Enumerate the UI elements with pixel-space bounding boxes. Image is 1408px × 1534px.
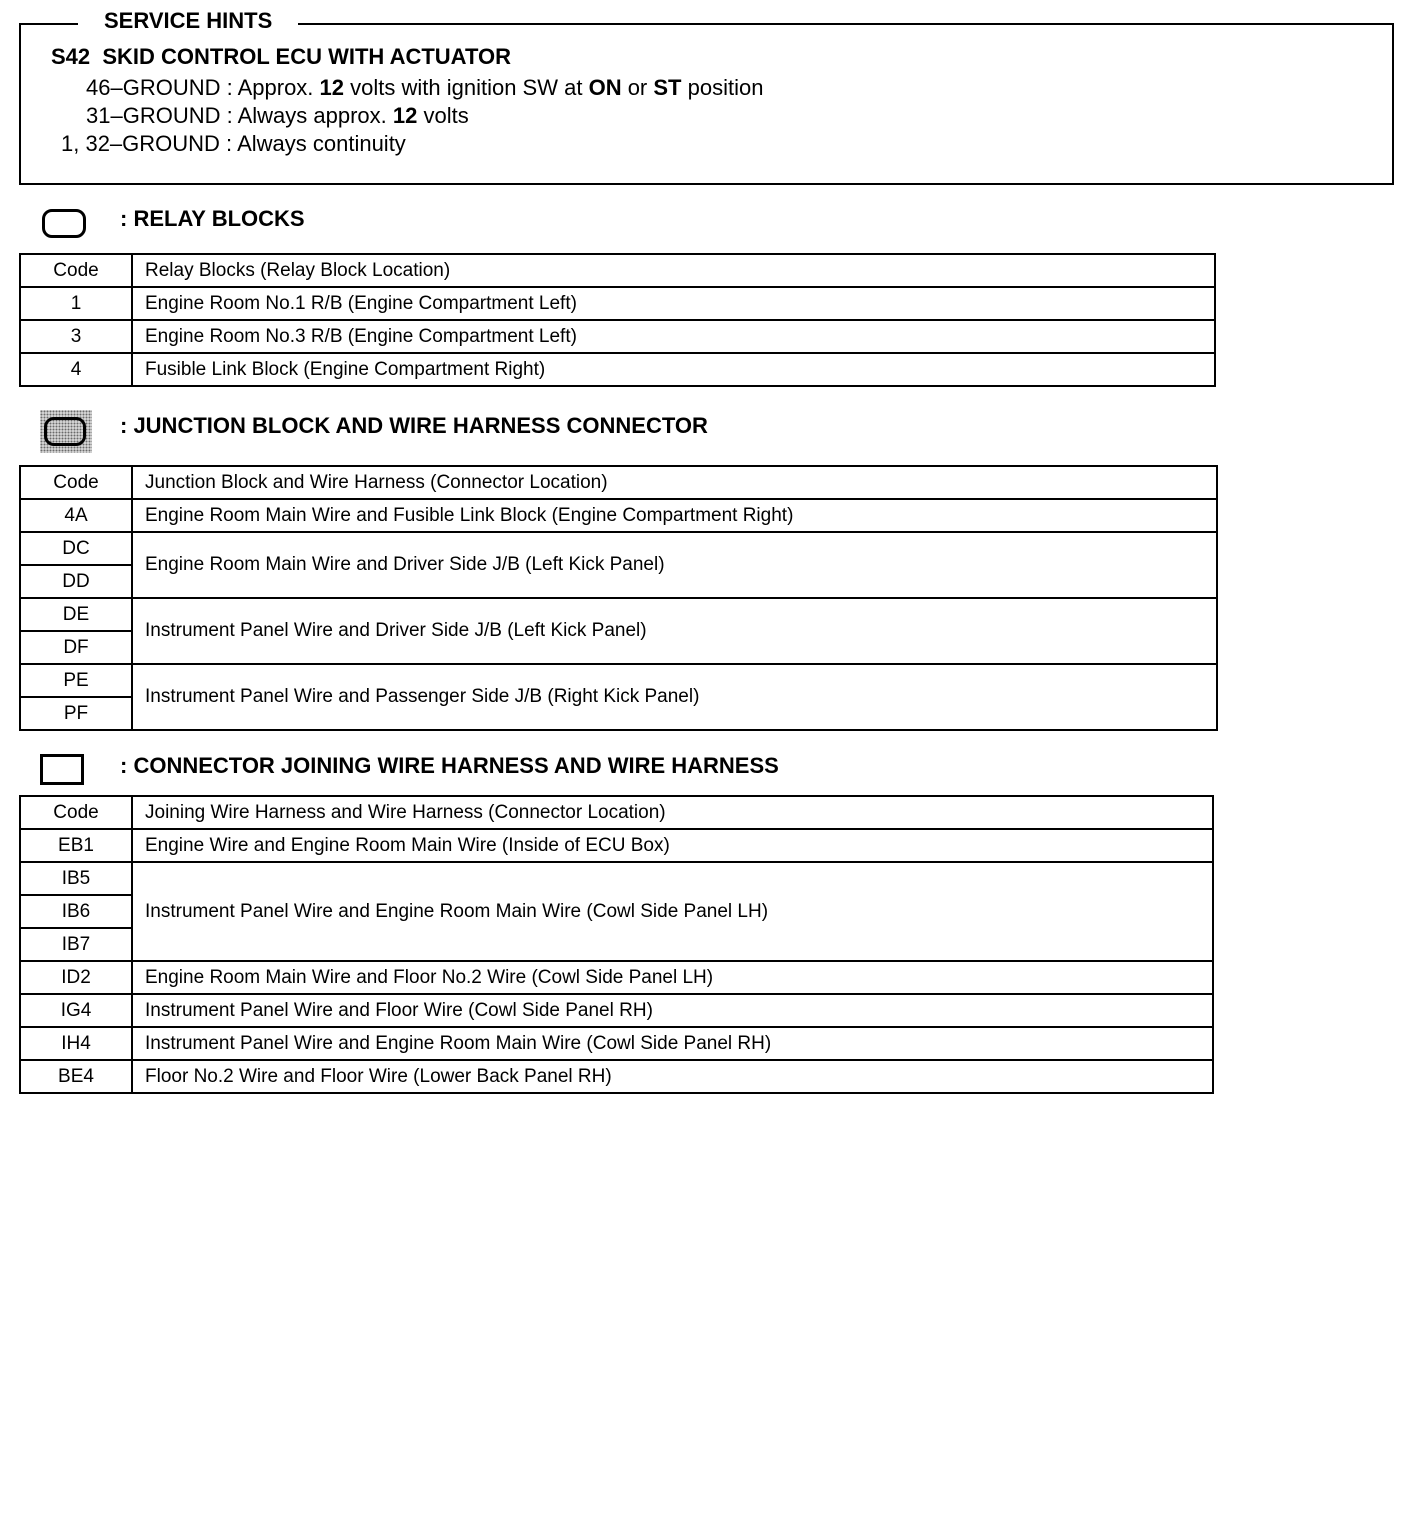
table-row bbox=[20, 994, 1213, 1027]
header-code-cell: Code bbox=[20, 466, 132, 499]
component-title: S42 SKID CONTROL ECU WITH ACTUATOR bbox=[51, 44, 511, 69]
code-cell: BE4 bbox=[20, 1060, 132, 1093]
desc-cell: Engine Room No.1 R/B (Engine Compartment Left) bbox=[132, 287, 1215, 320]
code-cell: PE bbox=[20, 664, 132, 697]
code-cell: IB7 bbox=[20, 928, 132, 961]
table-row bbox=[20, 499, 1217, 532]
table-row bbox=[20, 1060, 1213, 1093]
relay-blocks-title: : RELAY BLOCKS bbox=[120, 206, 305, 231]
table-row bbox=[20, 598, 1217, 631]
desc-cell: Instrument Panel Wire and Driver Side J/B (Left Kick Panel) bbox=[132, 598, 1217, 664]
table-row bbox=[20, 287, 1215, 320]
desc-cell: Engine Room No.3 R/B (Engine Compartment Left) bbox=[132, 320, 1215, 353]
hint-line-46: 46–GROUND : Approx. 12 volts with ignition SW at ON or ST position bbox=[86, 75, 764, 100]
table-row bbox=[20, 862, 1213, 895]
shaded-rounded-rectangle-icon bbox=[40, 410, 92, 453]
table-header-row bbox=[20, 466, 1217, 499]
table-row bbox=[20, 532, 1217, 565]
code-cell: DD bbox=[20, 565, 132, 598]
code-cell: 4 bbox=[20, 353, 132, 386]
table-header-row bbox=[20, 796, 1213, 829]
header-desc-cell: Junction Block and Wire Harness (Connector Location) bbox=[132, 466, 1217, 499]
code-cell: EB1 bbox=[20, 829, 132, 862]
code-cell: ID2 bbox=[20, 961, 132, 994]
desc-cell: Instrument Panel Wire and Engine Room Main Wire (Cowl Side Panel LH) bbox=[132, 862, 1213, 961]
connector-table bbox=[19, 795, 1214, 1094]
desc-cell: Instrument Panel Wire and Passenger Side J/B (Right Kick Panel) bbox=[132, 664, 1217, 730]
rounded-rectangle-outline-icon bbox=[42, 209, 86, 238]
header-code-cell: Code bbox=[20, 796, 132, 829]
code-cell: IB5 bbox=[20, 862, 132, 895]
desc-cell: Fusible Link Block (Engine Compartment Right) bbox=[132, 353, 1215, 386]
code-cell: IH4 bbox=[20, 1027, 132, 1060]
code-cell: DC bbox=[20, 532, 132, 565]
desc-cell: Engine Room Main Wire and Driver Side J/B (Left Kick Panel) bbox=[132, 532, 1217, 598]
code-cell: DF bbox=[20, 631, 132, 664]
junction-block-table bbox=[19, 465, 1218, 731]
table-row bbox=[20, 320, 1215, 353]
header-code-cell: Code bbox=[20, 254, 132, 287]
header-desc-cell: Relay Blocks (Relay Block Location) bbox=[132, 254, 1215, 287]
desc-cell: Engine Room Main Wire and Floor No.2 Wire (Cowl Side Panel LH) bbox=[132, 961, 1213, 994]
desc-cell: Instrument Panel Wire and Engine Room Main Wire (Cowl Side Panel RH) bbox=[132, 1027, 1213, 1060]
table-row bbox=[20, 353, 1215, 386]
code-cell: 1 bbox=[20, 287, 132, 320]
table-row bbox=[20, 961, 1213, 994]
table-row bbox=[20, 829, 1213, 862]
code-cell: 4A bbox=[20, 499, 132, 532]
header-desc-cell: Joining Wire Harness and Wire Harness (Connector Location) bbox=[132, 796, 1213, 829]
code-cell: IG4 bbox=[20, 994, 132, 1027]
desc-cell: Engine Wire and Engine Room Main Wire (Inside of ECU Box) bbox=[132, 829, 1213, 862]
desc-cell: Instrument Panel Wire and Floor Wire (Cowl Side Panel RH) bbox=[132, 994, 1213, 1027]
service-hints-legend: SERVICE HINTS bbox=[78, 8, 298, 34]
table-header-row bbox=[20, 254, 1215, 287]
relay-blocks-table bbox=[19, 253, 1216, 387]
code-cell: DE bbox=[20, 598, 132, 631]
table-row bbox=[20, 1027, 1213, 1060]
code-cell: PF bbox=[20, 697, 132, 730]
junction-block-title: : JUNCTION BLOCK AND WIRE HARNESS CONNECTOR bbox=[120, 413, 708, 438]
code-cell: 3 bbox=[20, 320, 132, 353]
table-row bbox=[20, 664, 1217, 697]
rectangle-outline-icon bbox=[40, 754, 84, 785]
code-cell: IB6 bbox=[20, 895, 132, 928]
desc-cell: Engine Room Main Wire and Fusible Link Block (Engine Compartment Right) bbox=[132, 499, 1217, 532]
connector-title: : CONNECTOR JOINING WIRE HARNESS AND WIRE HARNESS bbox=[120, 753, 779, 778]
hint-line-31: 31–GROUND : Always approx. 12 volts bbox=[86, 103, 469, 128]
hint-line-1-32: 1, 32–GROUND : Always continuity bbox=[61, 131, 406, 156]
desc-cell: Floor No.2 Wire and Floor Wire (Lower Back Panel RH) bbox=[132, 1060, 1213, 1093]
